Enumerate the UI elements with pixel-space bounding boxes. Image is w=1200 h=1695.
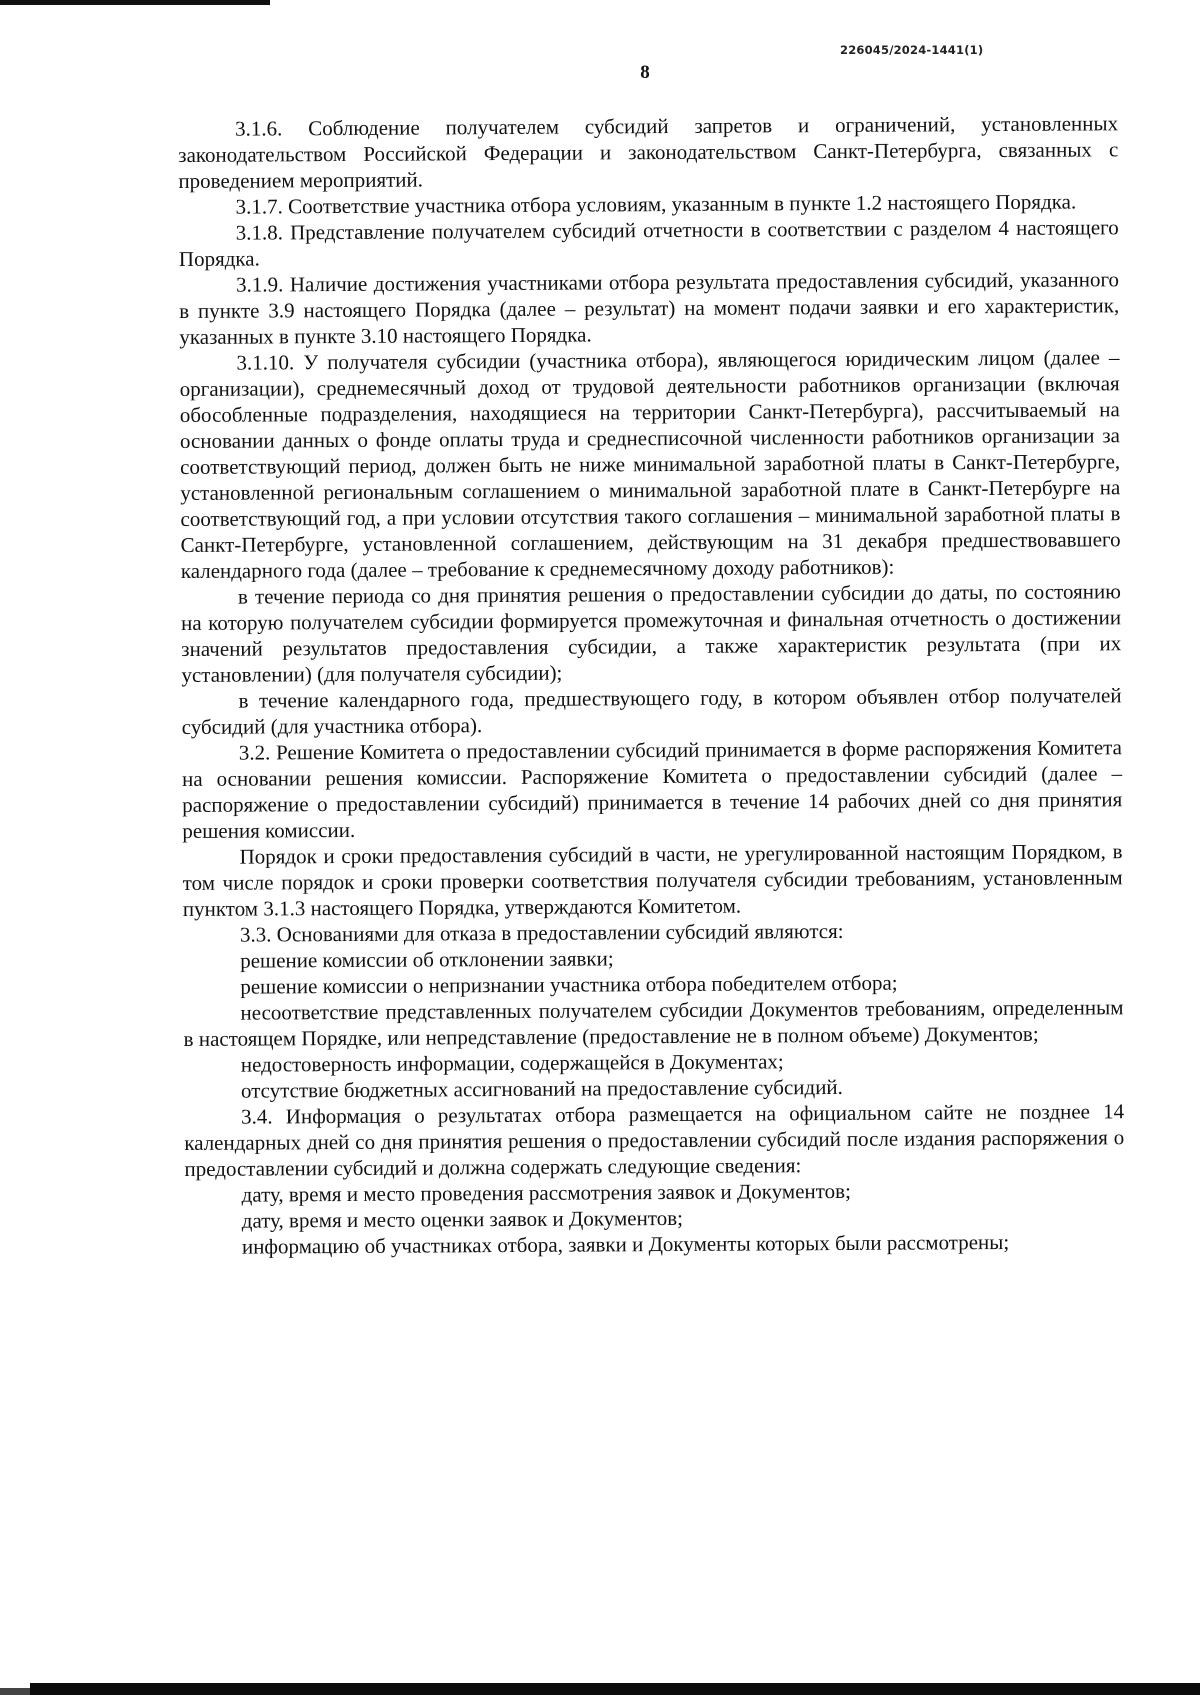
list-item-documents-mismatch: несоответствие представленных получателем субсидии Документов требованиям, определенным в настоящем Порядке, или непредставление (предоставление не в полном объеме) Документов;	[183, 995, 1124, 1051]
document-body	[178, 110, 1125, 1260]
list-item-evaluation-date: дату, время и место оценки заявок и Документов;	[241, 1205, 684, 1233]
registration-number: 226045/2024-1441(1)	[840, 43, 984, 57]
paragraph-3-3: 3.3. Основаниями для отказа в предоставлении субсидий являются:	[239, 918, 844, 947]
list-item-participants-info: информацию об участниках отбора, заявки и Документы которых были рассмотрены;	[241, 1229, 1010, 1259]
paragraph-3-1-9: 3.1.9. Наличие достижения участниками отбора результата предоставления субсидий, указанного в пункте 3.9 настоящего Порядка (далее – результат) на момент подачи заявки и его характеристик, указанных в пункте 3.10 настоящего Порядка.	[179, 267, 1120, 349]
paragraph-3-1-8: 3.1.8. Представление получателем субсидий отчетности в соответствии с разделом 4 настоящего Порядка.	[178, 215, 1119, 271]
paragraph-3-1-6: 3.1.6. Соблюдение получателем субсидий запретов и ограничений, установленных законодательством Российской Федерации и законодательством Санкт-Петербурга, связанных с проведением мероприятий.	[178, 111, 1119, 193]
paragraph-period-recipient: в течение периода со дня принятия решения о предоставлении субсидии до даты, по состоянию на которую получателем субсидии формируется промежуточная и финальная отчетность о достижении значений результатов предоставления субсидии, а также характеристик результата (при их установлении) (для получателя субсидии);	[181, 579, 1122, 687]
paragraph-period-participant: в течение календарного года, предшествующего году, в котором объявлен отбор получателей субсидий (для участника отбора).	[181, 683, 1122, 739]
list-item-rejection-decision: решение комиссии об отклонении заявки;	[240, 946, 614, 973]
paragraph-3-4: 3.4. Информация о результатах отбора размещается на официальном сайте не позднее 14 календарных дней со дня принятия решения о предоставлении субсидий после издания распоряжения о предоставлении субсидий и должна содержать следующие сведения:	[184, 1099, 1125, 1181]
paragraph-3-2: 3.2. Решение Комитета о предоставлении субсидий принимается в форме распоряжения Комитета на основании решения комиссии. Распоряжение Комитета о предоставлении субсидий (далее – распоряжение о предоставлении субсидий) принимается в течение 14 рабочих дней со дня принятия решения комиссии.	[181, 735, 1123, 843]
page-number: 8	[640, 62, 650, 83]
list-item-unreliable-info: недостоверность информации, содержащейся в Документах;	[240, 1049, 784, 1077]
list-item-no-budget: отсутствие бюджетных ассигнований на предоставление субсидий.	[240, 1074, 843, 1103]
paragraph-3-1-10: 3.1.10. У получателя субсидии (участника отбора), являющегося юридическим лицом (далее – организации), среднемесячный доход от трудовой деятельности работников организации (включая обособленные подразделения, находящиеся на территории Санкт-Петербурга), рассчитываемый на основании данных о фонде оплаты труда и среднесписочной численности работников организации за соответствующий период, должен быть не ниже минимальной заработной платы в Санкт-Петербурге, установленной региональным соглашением о минимальной заработной плате в Санкт-Петербурге на соответствующий год, а при условии отсутствия такого соглашения – минимальной заработной платы в Санкт-Петербурге, установленной соглашением, действующим на 31 декабря предшествовавшего календарного года (далее – требование к среднемесячному доходу работников):	[179, 345, 1121, 583]
paragraph-procedure-terms: Порядок и сроки предоставления субсидий в части, не урегулированной настоящим Порядком, в том числе порядок и сроки проверки соответствия получателя субсидии требованиям, установленным пунктом 3.1.3 настоящего Порядка, утверждаются Комитетом.	[182, 839, 1123, 921]
paragraph-3-1-7: 3.1.7. Соответствие участника отбора условиям, указанным в пункте 1.2 настоящего Порядка.	[235, 189, 1077, 219]
scan-edge-bottom	[30, 1683, 1200, 1695]
list-item-review-date: дату, время и место проведения рассмотрения заявок и Документов;	[241, 1178, 851, 1207]
scan-edge-top	[0, 0, 270, 5]
list-item-not-winner-decision: решение комиссии о непризнании участника отбора победителем отбора;	[240, 970, 898, 999]
